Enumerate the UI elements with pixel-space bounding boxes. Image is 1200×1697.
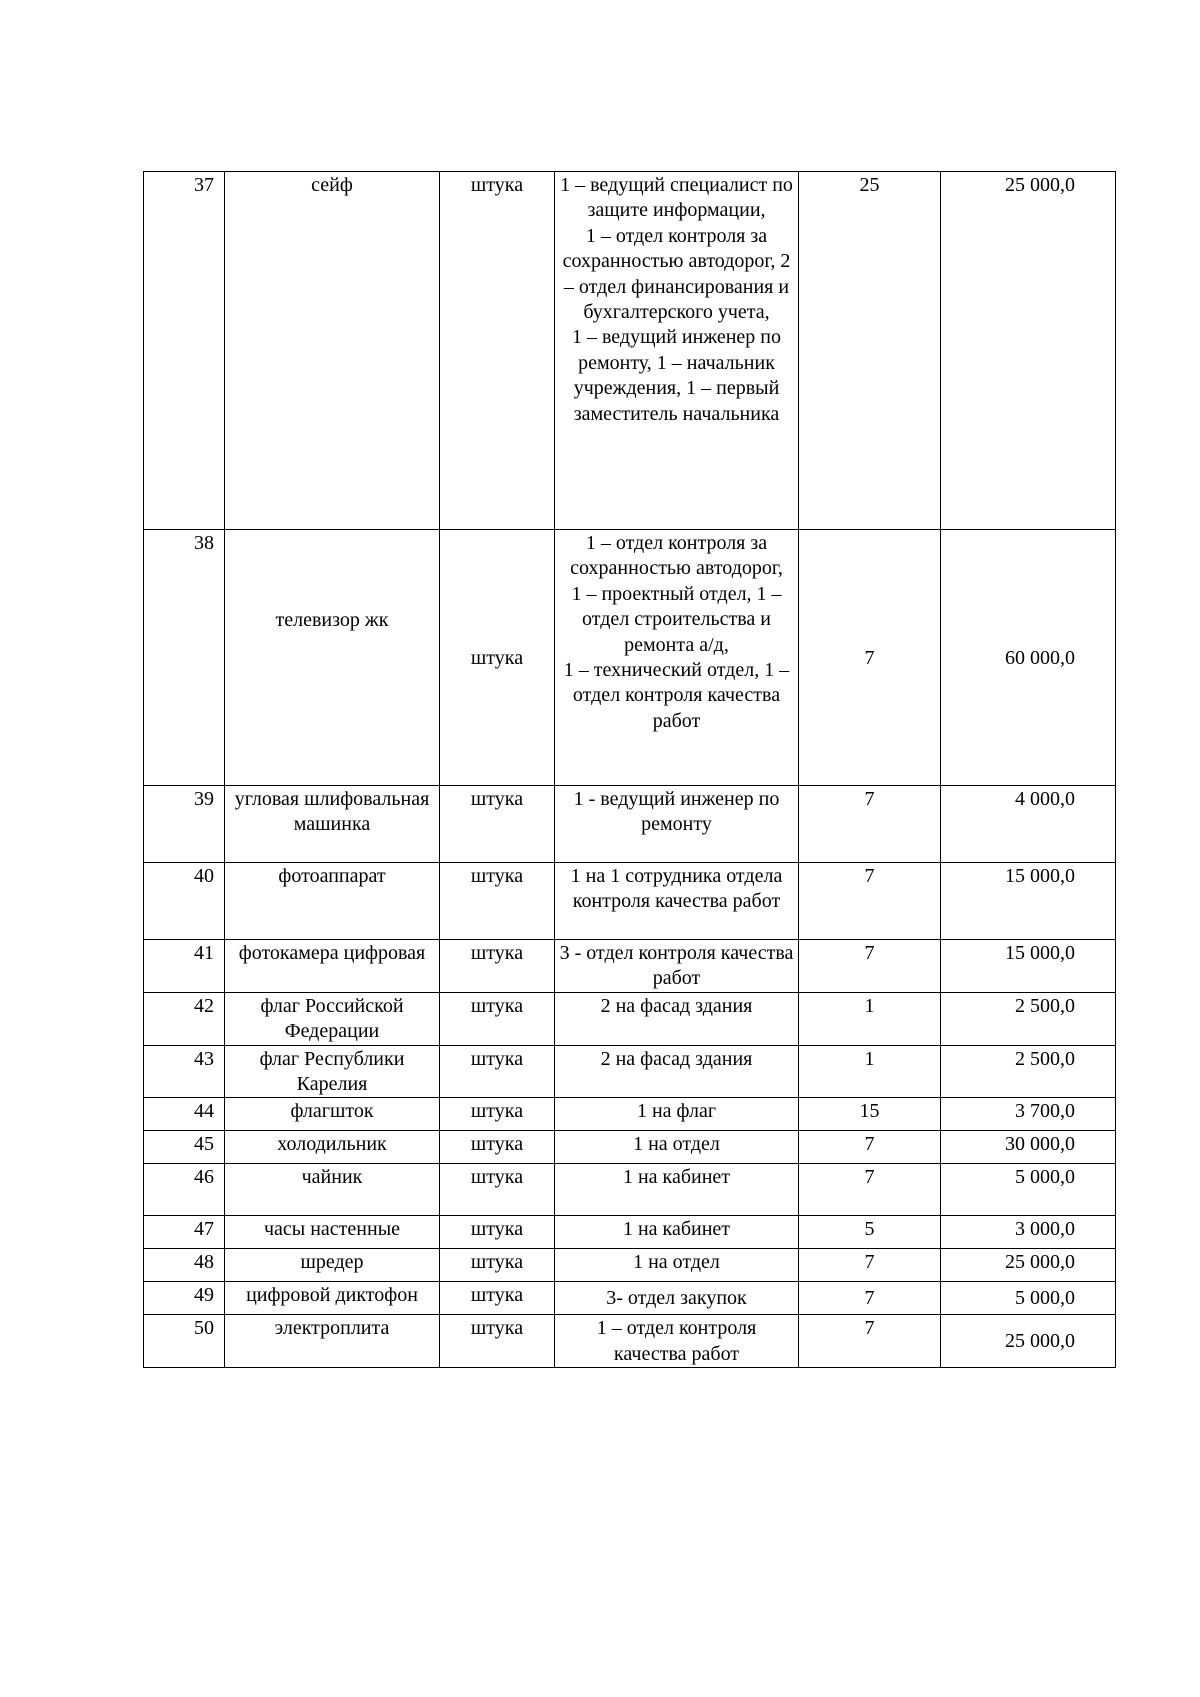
item-years: 25 bbox=[799, 172, 941, 530]
inventory-table bbox=[143, 171, 1116, 1368]
item-unit: штука bbox=[440, 992, 555, 1045]
item-price: 5 000,0 bbox=[941, 1282, 1116, 1315]
item-name: холодильник bbox=[225, 1131, 440, 1164]
item-unit: штука bbox=[440, 172, 555, 530]
item-norm: 1 – отдел контроля за сохранностью автодорог, 1 – проектный отдел, 1 – отдел строительства и ремонта а/д, 1 – технический отдел, 1 – отдел контроля качества работ bbox=[555, 530, 799, 786]
item-unit: штука bbox=[440, 530, 555, 786]
item-unit: штука bbox=[440, 940, 555, 993]
item-price: 5 000,0 bbox=[941, 1164, 1116, 1216]
table-row bbox=[144, 1216, 1116, 1249]
item-norm: 1 на отдел bbox=[555, 1131, 799, 1164]
item-years: 7 bbox=[799, 1249, 941, 1282]
row-number: 38 bbox=[144, 530, 225, 786]
item-name: фотокамера цифровая bbox=[225, 940, 440, 993]
table-row bbox=[144, 1098, 1116, 1131]
item-price: 60 000,0 bbox=[941, 530, 1116, 786]
table-row bbox=[144, 940, 1116, 993]
item-years: 5 bbox=[799, 1216, 941, 1249]
item-price: 25 000,0 bbox=[941, 172, 1116, 530]
table-row bbox=[144, 1131, 1116, 1164]
item-name: чайник bbox=[225, 1164, 440, 1216]
item-years: 1 bbox=[799, 1045, 941, 1098]
item-unit: штука bbox=[440, 1164, 555, 1216]
row-number: 49 bbox=[144, 1282, 225, 1315]
table-row bbox=[144, 992, 1116, 1045]
item-norm: 1 на кабинет bbox=[555, 1216, 799, 1249]
item-years: 7 bbox=[799, 940, 941, 993]
item-name: электроплита bbox=[225, 1315, 440, 1368]
item-norm: 1 на флаг bbox=[555, 1098, 799, 1131]
item-price: 3 700,0 bbox=[941, 1098, 1116, 1131]
item-price: 25 000,0 bbox=[941, 1249, 1116, 1282]
item-norm: 1 – отдел контроля качества работ bbox=[555, 1315, 799, 1368]
item-norm: 1 на 1 сотрудника отдела контроля качества работ bbox=[555, 863, 799, 940]
item-unit: штука bbox=[440, 1131, 555, 1164]
item-name: флаг Республики Карелия bbox=[225, 1045, 440, 1098]
item-unit: штука bbox=[440, 1045, 555, 1098]
item-years: 7 bbox=[799, 530, 941, 786]
row-number: 46 bbox=[144, 1164, 225, 1216]
item-name: угловая шлифовальная машинка bbox=[225, 786, 440, 863]
item-norm: 1 - ведущий инженер по ремонту bbox=[555, 786, 799, 863]
item-years: 7 bbox=[799, 1315, 941, 1368]
item-name: цифровой диктофон bbox=[225, 1282, 440, 1315]
item-name: сейф bbox=[225, 172, 440, 530]
row-number: 40 bbox=[144, 863, 225, 940]
item-norm: 1 – ведущий специалист по защите информации, 1 – отдел контроля за сохранностью автодорог, 2 – отдел финансирования и бухгалтерского учета, 1 – ведущий инженер по ремонту, 1 – начальник учреждения, 1 – первый заместитель начальника bbox=[555, 172, 799, 530]
item-unit: штука bbox=[440, 1249, 555, 1282]
item-years: 1 bbox=[799, 992, 941, 1045]
item-price: 25 000,0 bbox=[941, 1315, 1116, 1368]
row-number: 48 bbox=[144, 1249, 225, 1282]
item-price: 2 500,0 bbox=[941, 992, 1116, 1045]
item-unit: штука bbox=[440, 1216, 555, 1249]
table-row bbox=[144, 863, 1116, 940]
item-name: часы настенные bbox=[225, 1216, 440, 1249]
row-number: 47 bbox=[144, 1216, 225, 1249]
item-years: 7 bbox=[799, 786, 941, 863]
table-row bbox=[144, 530, 1116, 786]
item-name: шредер bbox=[225, 1249, 440, 1282]
table-row bbox=[144, 1315, 1116, 1368]
item-price: 3 000,0 bbox=[941, 1216, 1116, 1249]
row-number: 42 bbox=[144, 992, 225, 1045]
table-row bbox=[144, 1249, 1116, 1282]
item-name: флаг Российской Федерации bbox=[225, 992, 440, 1045]
row-number: 39 bbox=[144, 786, 225, 863]
item-years: 7 bbox=[799, 1282, 941, 1315]
row-number: 43 bbox=[144, 1045, 225, 1098]
item-name: телевизор жк bbox=[225, 530, 440, 786]
row-number: 44 bbox=[144, 1098, 225, 1131]
item-name: фотоаппарат bbox=[225, 863, 440, 940]
item-years: 7 bbox=[799, 1164, 941, 1216]
row-number: 50 bbox=[144, 1315, 225, 1368]
table-row bbox=[144, 786, 1116, 863]
item-unit: штука bbox=[440, 1098, 555, 1131]
table-row bbox=[144, 1282, 1116, 1315]
item-norm: 3- отдел закупок bbox=[555, 1282, 799, 1315]
item-unit: штука bbox=[440, 786, 555, 863]
item-unit: штука bbox=[440, 1282, 555, 1315]
row-number: 45 bbox=[144, 1131, 225, 1164]
item-norm: 1 на кабинет bbox=[555, 1164, 799, 1216]
item-price: 30 000,0 bbox=[941, 1131, 1116, 1164]
row-number: 41 bbox=[144, 940, 225, 993]
item-price: 2 500,0 bbox=[941, 1045, 1116, 1098]
item-unit: штука bbox=[440, 863, 555, 940]
row-number: 37 bbox=[144, 172, 225, 530]
item-norm: 2 на фасад здания bbox=[555, 1045, 799, 1098]
item-years: 7 bbox=[799, 863, 941, 940]
table-row bbox=[144, 1045, 1116, 1098]
item-years: 7 bbox=[799, 1131, 941, 1164]
item-norm: 1 на отдел bbox=[555, 1249, 799, 1282]
item-price: 15 000,0 bbox=[941, 863, 1116, 940]
table-row bbox=[144, 172, 1116, 530]
item-norm: 2 на фасад здания bbox=[555, 992, 799, 1045]
item-norm: 3 - отдел контроля качества работ bbox=[555, 940, 799, 993]
item-price: 15 000,0 bbox=[941, 940, 1116, 993]
item-years: 15 bbox=[799, 1098, 941, 1131]
item-price: 4 000,0 bbox=[941, 786, 1116, 863]
table-row bbox=[144, 1164, 1116, 1216]
item-unit: штука bbox=[440, 1315, 555, 1368]
item-name: флагшток bbox=[225, 1098, 440, 1131]
